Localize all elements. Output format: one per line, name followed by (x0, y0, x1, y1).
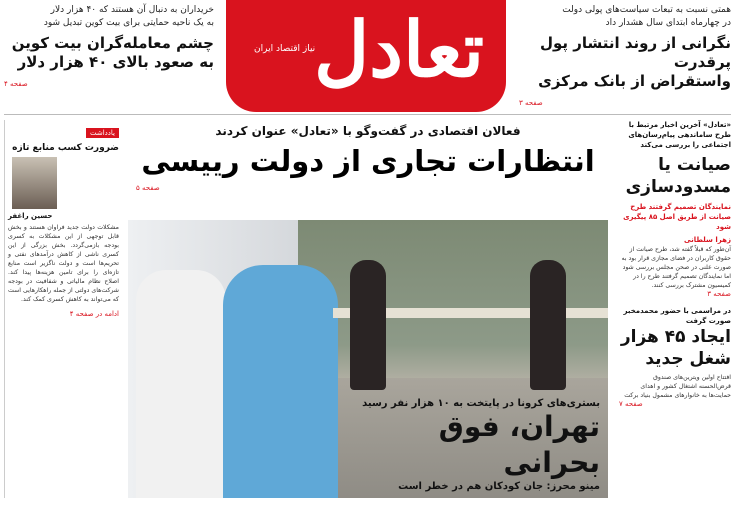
photo-woman-2 (530, 260, 566, 390)
logo[interactable] (226, 0, 506, 112)
masthead-left-headline2[interactable]: به صعود بالای ۴۰ هزار دلار (17, 53, 214, 71)
caption-title[interactable]: تهران، فوق بحرانی (438, 410, 600, 479)
left-column (4, 120, 119, 498)
caption-sub: مینو محرز: جان کودکان هم در خطر است (398, 481, 600, 492)
photo-worker-blue-suit (223, 265, 338, 498)
photo-caption (345, 398, 600, 492)
right-intro: «تعادل» آخرین اخبار مرتبط با طرح ساماندهی پیام‌رسان‌های اجتماعی را بررسی می‌کند (628, 121, 731, 149)
masthead-left-line1: خریداران به دنبال آن هستند که ۴۰ هزار دلار (50, 5, 214, 15)
masthead-right-line2: در چهارماه ابتدای سال هشدار داد (605, 18, 731, 28)
column-body: مشکلات دولت جدید فراوان هستند و بخش قابل توجهی از این مشکلات به کسری بودجه بازمی‌گردد. بخش بزرگی از این کسری ناشی از کاهش درآمدهای نفتی و تحریم‌ها است و دولت ناگزیر است منابع تازه‌ای را برای تامین هزینه‌ها پیدا کند. اصلاح نظام مالیاتی و شفافیت در بودجه شرکت‌های دولتی از جمله راهکارهایی است که می‌تواند به کاهش کسری کمک کند. (8, 224, 119, 303)
column-author: حسین راغفر (8, 212, 53, 220)
right-sub: نمایندگان تصمیم گرفتند طرح صیانت از طریق اصل ۸۵ پیگیری شود (623, 203, 731, 231)
masthead-right-line1: همتی نسبت به تبعات سیاست‌های پولی دولت (562, 5, 731, 15)
photo-woman-1 (350, 260, 386, 390)
masthead-left-headline1[interactable]: چشم معامله‌گران بیت کوین (11, 34, 214, 52)
right-body2: افتتاح اولین ویترین‌های صندوق قرض‌الحسنه اشتغال کشور و اهدای حمایت‌ها به خانوارهای مشمول بنیاد برکت (624, 374, 731, 399)
column-ref: ادامه در صفحه ۴ (69, 310, 119, 318)
masthead-right (519, 4, 731, 107)
masthead-divider (4, 114, 731, 115)
right-ref: صفحه ۳ (707, 290, 731, 298)
right-headline[interactable]: صیانت یا مسدودسازی (625, 155, 731, 197)
lead-headline[interactable]: انتظارات تجاری از دولت رییسی (141, 144, 595, 178)
masthead-right-headline1[interactable]: نگرانی از روند انتشار پول پرقدرت (539, 34, 731, 71)
right-author: زهرا سلطانی (684, 236, 731, 244)
photo-worker-white-suit (136, 270, 226, 498)
caption-kicker: بستری‌های کرونا در پایتخت به ۱۰ هزار نفر رسید (362, 398, 600, 409)
lead-ref: صفحه ۵ (136, 184, 160, 192)
right-ref2: صفحه ۷ (619, 400, 643, 408)
logo-title: تعادل (313, 5, 484, 94)
masthead-left-line2: به یک ناحیه حمایتی برای بیت کوین تبدیل شود (43, 18, 214, 28)
masthead-left (4, 4, 214, 88)
author-portrait (12, 157, 57, 209)
masthead-right-ref: صفحه ۳ (519, 99, 543, 107)
lead-photo[interactable] (128, 220, 608, 498)
right-column (619, 120, 731, 498)
right-headline2[interactable]: ایجاد ۴۵ هزار شغل جدید (620, 327, 731, 369)
column-title[interactable]: ضرورت کسب منابع تازه (12, 143, 119, 153)
masthead-right-headline2[interactable]: واستقراض از بانک مرکزی (538, 72, 731, 90)
logo-subtitle: نیاز اقتصاد ایران (254, 44, 316, 54)
column-tag: یادداشت (86, 128, 119, 138)
right-kicker2: در مراسمی با حضور محمدمخبر صورت گرفت (623, 307, 731, 325)
masthead-left-ref: صفحه ۴ (4, 80, 28, 88)
lead-kicker: فعالان اقتصادی در گفت‌وگو با «تعادل» عنوان کردند (215, 124, 521, 138)
lead-story (128, 120, 608, 192)
right-body: آن‌طور که قبلاً گفته شد، طرح صیانت از حقوق کاربران در فضای مجازی قرار بود به صورت علنی در صحن مجلس بررسی شود اما نمایندگان تصمیم گرفتند طرح را در کمیسیون مشترک بررسی کنند. (621, 246, 731, 289)
